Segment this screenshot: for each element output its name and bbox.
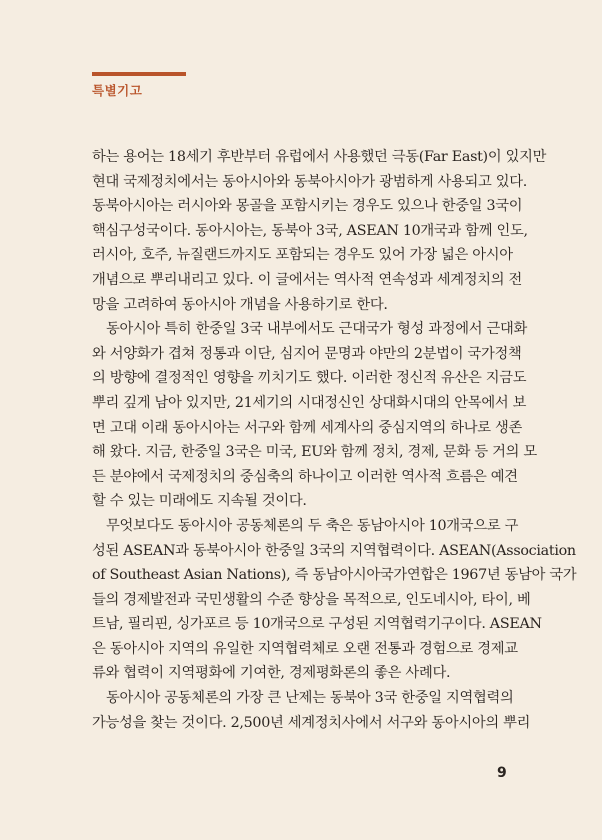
text-line: 성된 ASEAN과 동북아시아 한중일 3국의 지역협력이다. ASEAN(Association [92,542,576,559]
text-line: 면 고대 이래 동아시아는 서구와 함께 세계사의 중심지역의 하나로 생존 [92,419,523,436]
text-line: 동아시아 특히 한중일 3국 내부에서도 근대국가 형성 과정에서 근대화 [106,321,528,338]
text-line: 든 분야에서 국제정치의 중심축의 하나이고 이러한 역사적 흐름은 예견 [92,468,518,485]
text-line: 트남, 필리핀, 싱가포르 등 10개국으로 구성된 지역협력기구이다. ASEAN [92,616,542,633]
section-accent-bar [92,72,186,76]
text-line: 동북아시아는 러시아와 몽골을 포함시키는 경우도 있으나 한중일 3국이 [92,198,523,215]
text-line: 하는 용어는 18세기 후반부터 유럽에서 사용했던 극동(Far East)이 있지만 [92,149,547,165]
text-line: 무엇보다도 동아시아 공동체론의 두 축은 동남아시아 10개국으로 구 [106,517,519,534]
text-line: 와 서양화가 겹쳐 정통과 이단, 심지어 문명과 야만의 2분법이 국가정책 [92,345,522,362]
text-line: 현대 국제정치에서는 동아시아와 동북아시아가 광범하게 사용되고 있다. [92,173,528,190]
text-line: of Southeast Asian Nations), 즉 동남아시아국가연합은 1967년 동남아 국가 [92,567,577,584]
text-line: 개념으로 뿌리내리고 있다. 이 글에서는 역사적 연속성과 세계정치의 전 [92,271,523,288]
text-line: 할 수 있는 미래에도 지속될 것이다. [92,493,307,510]
page-number: 9 [497,765,507,781]
text-line: 가능성을 찾는 것이다. 2,500년 세계정치사에서 서구와 동아시아의 뿌리 [92,714,531,731]
text-line: 러시아, 호주, 뉴질랜드까지도 포함되는 경우도 있어 가장 넓은 아시아 [92,247,513,264]
text-line: 해 왔다. 지금, 한중일 3국은 미국, EU와 함께 정치, 경제, 문화 등 거의 모 [92,444,537,461]
text-line: 핵심구성국이다. 동아시아는, 동북아 3국, ASEAN 10개국과 함께 인도, [92,222,528,239]
text-line: 망을 고려하여 동아시아 개념을 사용하기로 한다. [92,296,388,313]
section-label: 특별기고 [92,83,143,98]
text-line: 들의 경제발전과 국민생활의 수준 향상을 목적으로, 인도네시아, 타이, 베 [92,591,531,608]
text-line: 은 동아시아 지역의 유일한 지역협력체로 오랜 전통과 경험으로 경제교 [92,640,518,657]
text-line: 의 방향에 결정적인 영향을 끼치기도 했다. 이러한 정신적 유산은 지금도 [92,370,527,387]
text-line: 뿌리 깊게 남아 있지만, 21세기의 시대정신인 상대화시대의 안목에서 보 [92,394,527,411]
text-line: 동아시아 공동체론의 가장 큰 난제는 동북아 3국 한중일 지역협력의 [106,690,514,707]
text-line: 류와 협력이 지역평화에 기여한, 경제평화론의 좋은 사례다. [92,665,451,682]
article-body [92,145,577,735]
